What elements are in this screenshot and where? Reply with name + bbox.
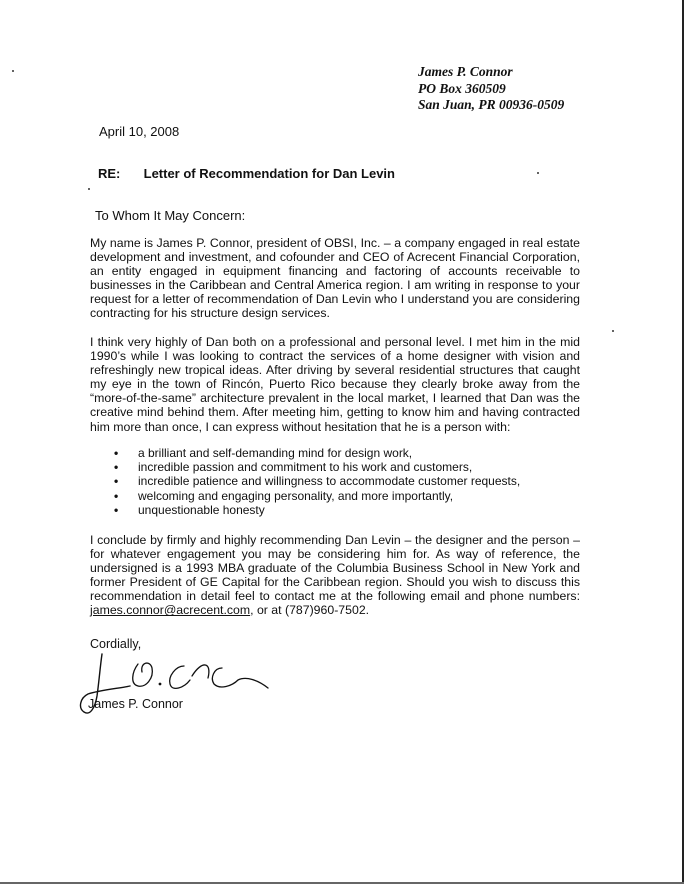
email-link[interactable]: james.connor@acrecent.com (90, 603, 251, 618)
sender-address-line1: PO Box 360509 (418, 80, 506, 96)
scan-speck (537, 172, 539, 174)
subject-line (98, 166, 395, 181)
scan-speck (88, 188, 90, 190)
handwritten-signature (72, 646, 272, 726)
closing: Cordially, (90, 637, 142, 651)
scan-speck (12, 70, 14, 72)
letter-date: April 10, 2008 (99, 124, 180, 139)
paragraph-introduction: My name is James P. Connor, president of OBSI, Inc. – a company engaged in real estate development and investment, and cofounder and CEO of Acrecent Financial Corporation, an entity engaged in equipment financing and factoring of accounts receivable to businesses in the Caribbean and Central America region. I am writing in response to your request for a letter of recommendation of Dan Levin who I understand you are considering contracting for his structure design services. (90, 236, 580, 321)
conclusion-text: I conclude by firmly and highly recommending Dan Levin – the designer and the person – for whatever engagement you may be considering him for. As way of reference, the undersigned is a 1993 MBA graduate of the Columbia Business School in New York and former President of GE Capital for the Caribbean region. Should you wish to discuss this recommendation in detail feel to contact me at the following email and phone numbers: (90, 533, 580, 604)
list-item: • unquestionable honesty (112, 503, 520, 517)
list-item: • incredible passion and commitment to his work and customers, (112, 460, 520, 474)
paragraph-conclusion (90, 533, 580, 618)
list-item: • welcoming and engaging personality, and more importantly, (112, 489, 520, 503)
sender-address-line2: San Juan, PR 00936-0509 (418, 97, 565, 112)
sender-address-block (418, 64, 564, 114)
subject-text: Letter of Recommendation for Dan Levin (143, 166, 395, 181)
salutation: To Whom It May Concern: (95, 208, 246, 223)
phone-text: , or at (787)960-7502. (250, 603, 370, 618)
subject-label: RE: (98, 166, 121, 181)
list-item: • a brilliant and self-demanding mind for design work, (112, 446, 520, 460)
paragraph-relationship: I think very highly of Dan both on a professional and personal level. I met him in the mid 1990’s while I was looking to contract the services of a home designer with vision and refreshingly new tropical ideas. After driving by several residential structures that caught my eye in the town of Rincón, Puerto Rico because they clearly broke away from the “more-of-the-same” architecture prevalent in the local market, I learned that Dan was the creative mind behind them. After meeting him, getting to know him and having contracted him more than once, I can express without hesitation that he is a person with: (90, 335, 580, 434)
qualities-list (112, 446, 520, 517)
scan-speck (612, 330, 614, 332)
sender-name: James P. Connor (418, 64, 513, 79)
signer-name: James P. Connor (88, 697, 183, 711)
list-item: • incredible patience and willingness to accommodate customer requests, (112, 474, 520, 488)
